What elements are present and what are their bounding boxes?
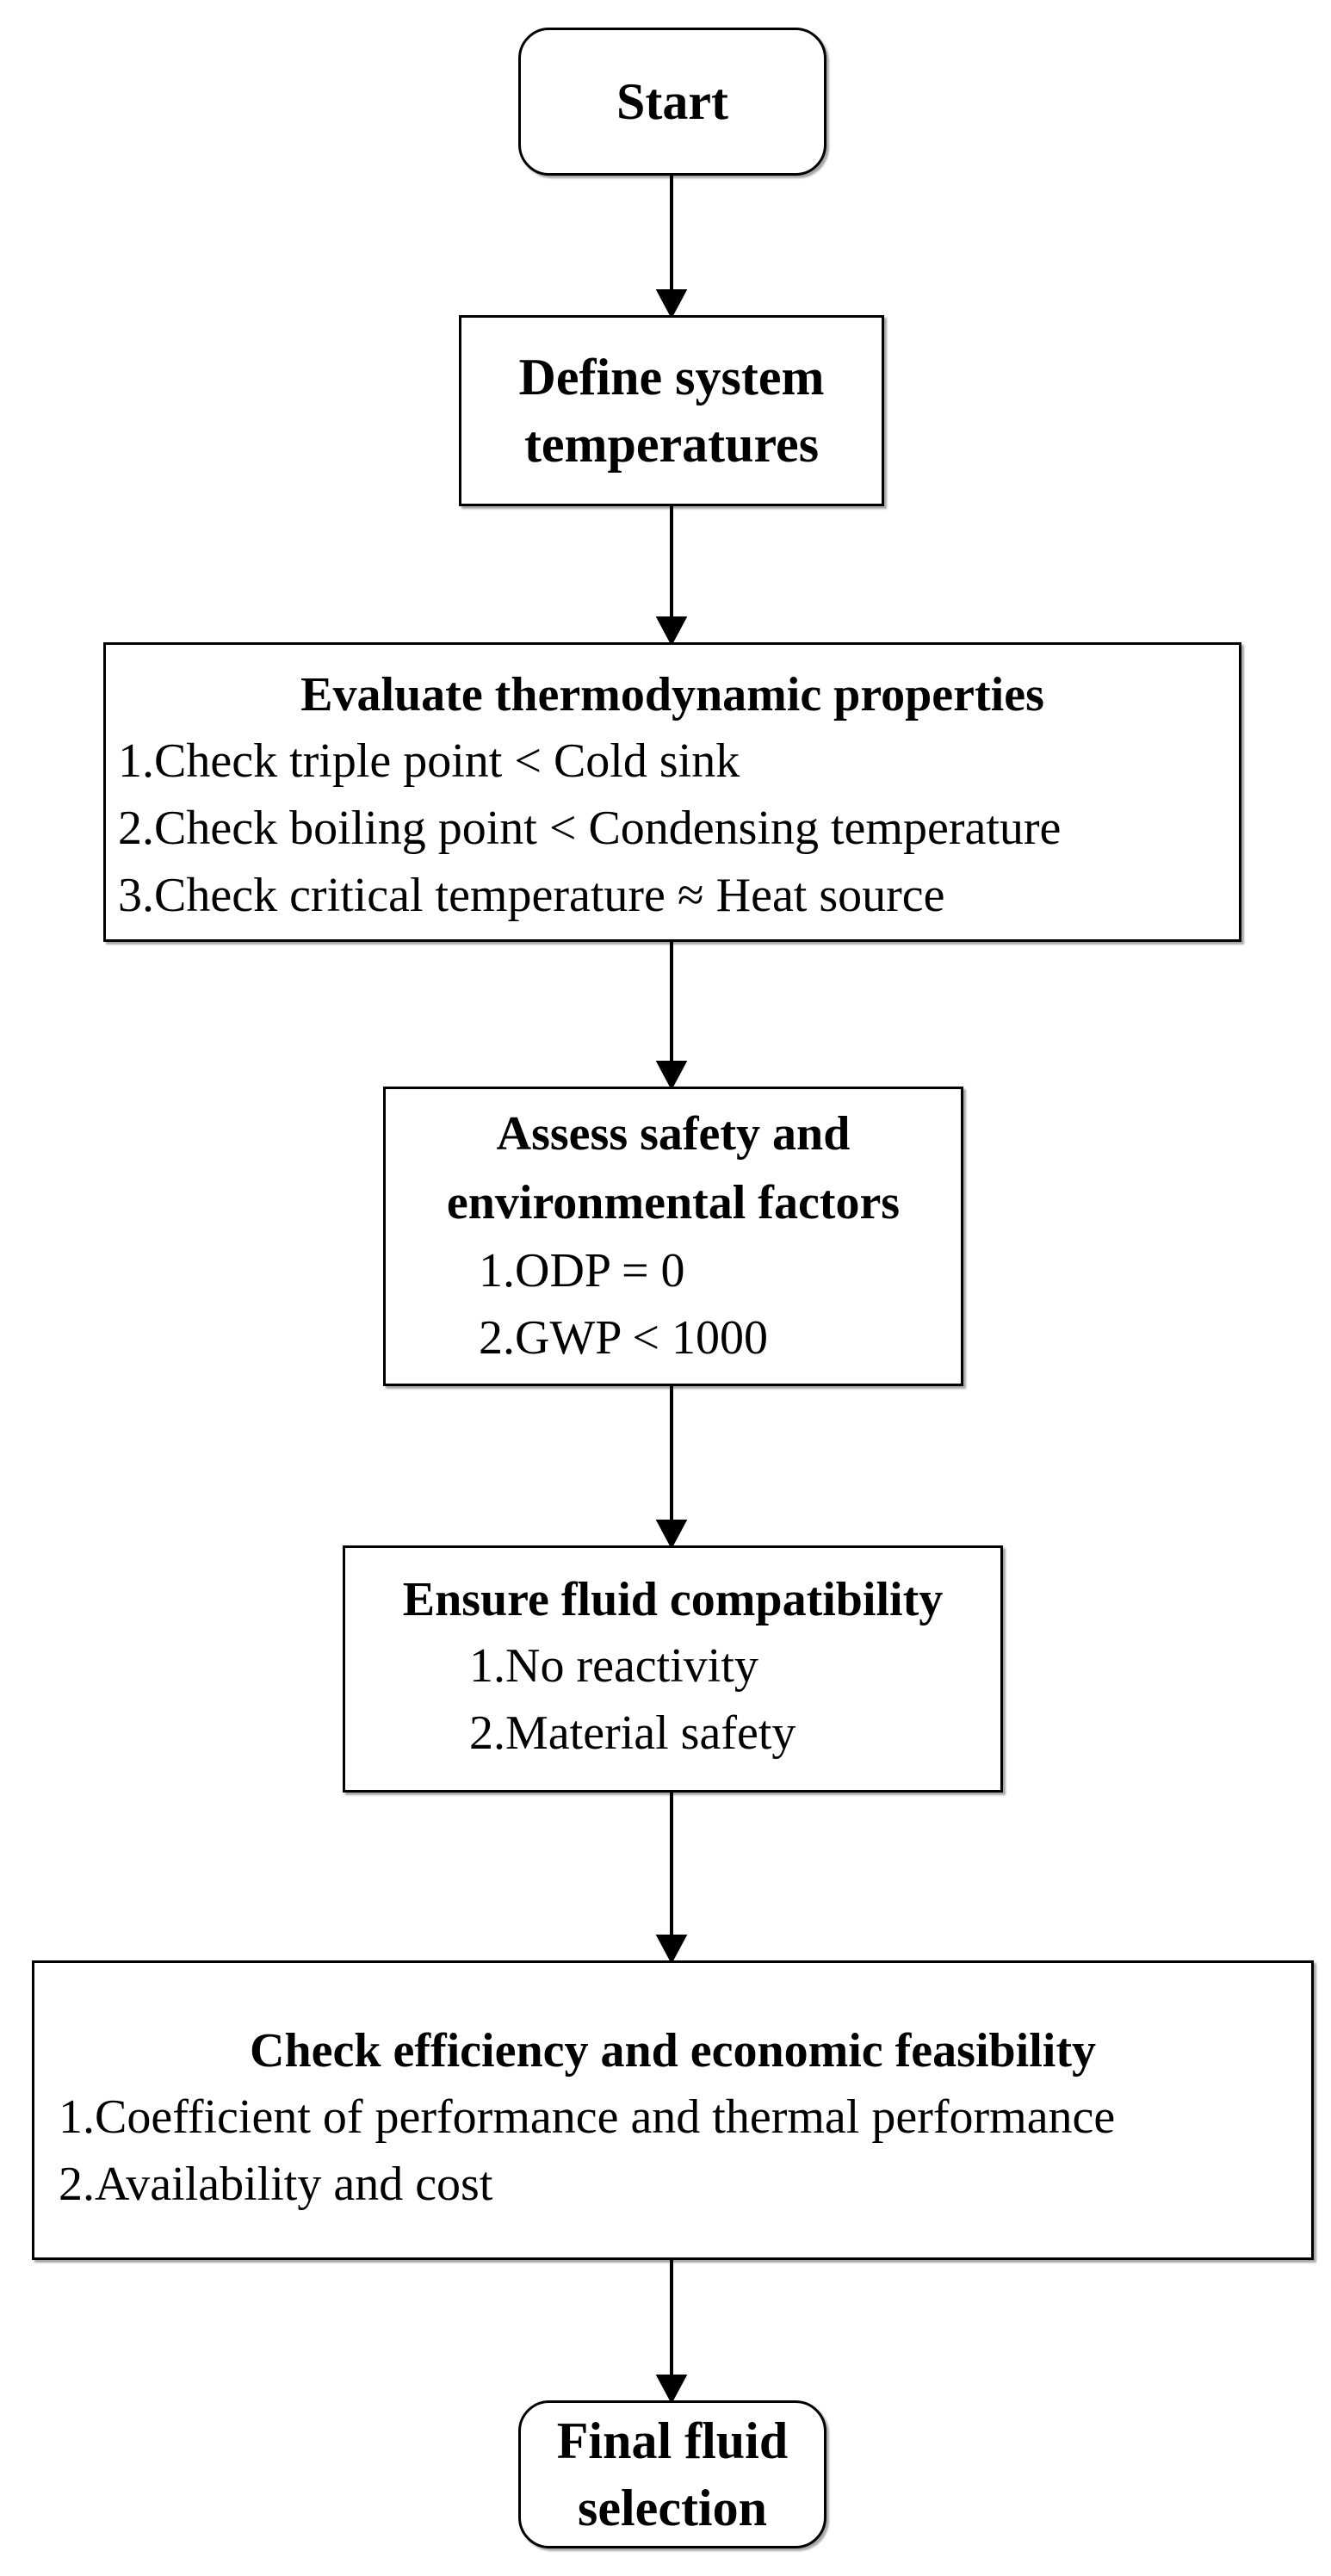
efficiency-item-2: 2.Availability and cost — [59, 2158, 493, 2211]
safety-title-line1: Assess safety and — [496, 1107, 851, 1161]
final-title-line2: selection — [578, 2480, 767, 2536]
arrowhead-4 — [659, 1521, 684, 1545]
arrowhead-2 — [659, 618, 684, 642]
start-node — [518, 28, 826, 176]
efficiency-title: Check efficiency and economic feasibility — [250, 2024, 1096, 2078]
compat-item-2: 2.Material safety — [469, 1706, 796, 1760]
arrowhead-5 — [659, 1936, 684, 1960]
start-label: Start — [616, 73, 728, 130]
define-temperatures-node — [459, 315, 884, 506]
arrowhead-6 — [659, 2376, 684, 2400]
final-selection-node — [518, 2400, 826, 2548]
define-title-line1: Define system — [518, 349, 825, 406]
compat-item-1: 1.No reactivity — [469, 1639, 758, 1693]
safety-title-line2: environmental factors — [446, 1176, 901, 1229]
arrowhead-3 — [659, 1062, 684, 1087]
thermo-title: Evaluate thermodynamic properties — [300, 668, 1044, 721]
arrowhead-1 — [659, 291, 684, 315]
thermo-item-2: 2.Check boiling point < Condensing temperature — [118, 802, 1062, 855]
final-title-line1: Final fluid — [556, 2412, 789, 2469]
thermo-item-3: 3.Check critical temperature ≈ Heat source — [118, 869, 945, 922]
thermo-item-1: 1.Check triple point < Cold sink — [118, 734, 740, 788]
compat-title: Ensure fluid compatibility — [402, 1573, 944, 1626]
thermodynamic-properties-node — [103, 642, 1241, 942]
fluid-compatibility-node — [343, 1545, 1003, 1793]
safety-environmental-node — [383, 1087, 963, 1386]
safety-item-1: 1.ODP = 0 — [479, 1244, 685, 1297]
efficiency-economic-node — [32, 1960, 1314, 2260]
define-title-line2: temperatures — [523, 416, 820, 473]
safety-item-2: 2.GWP < 1000 — [479, 1311, 768, 1365]
efficiency-item-1: 1.Coefficient of performance and thermal performance — [59, 2090, 1116, 2144]
